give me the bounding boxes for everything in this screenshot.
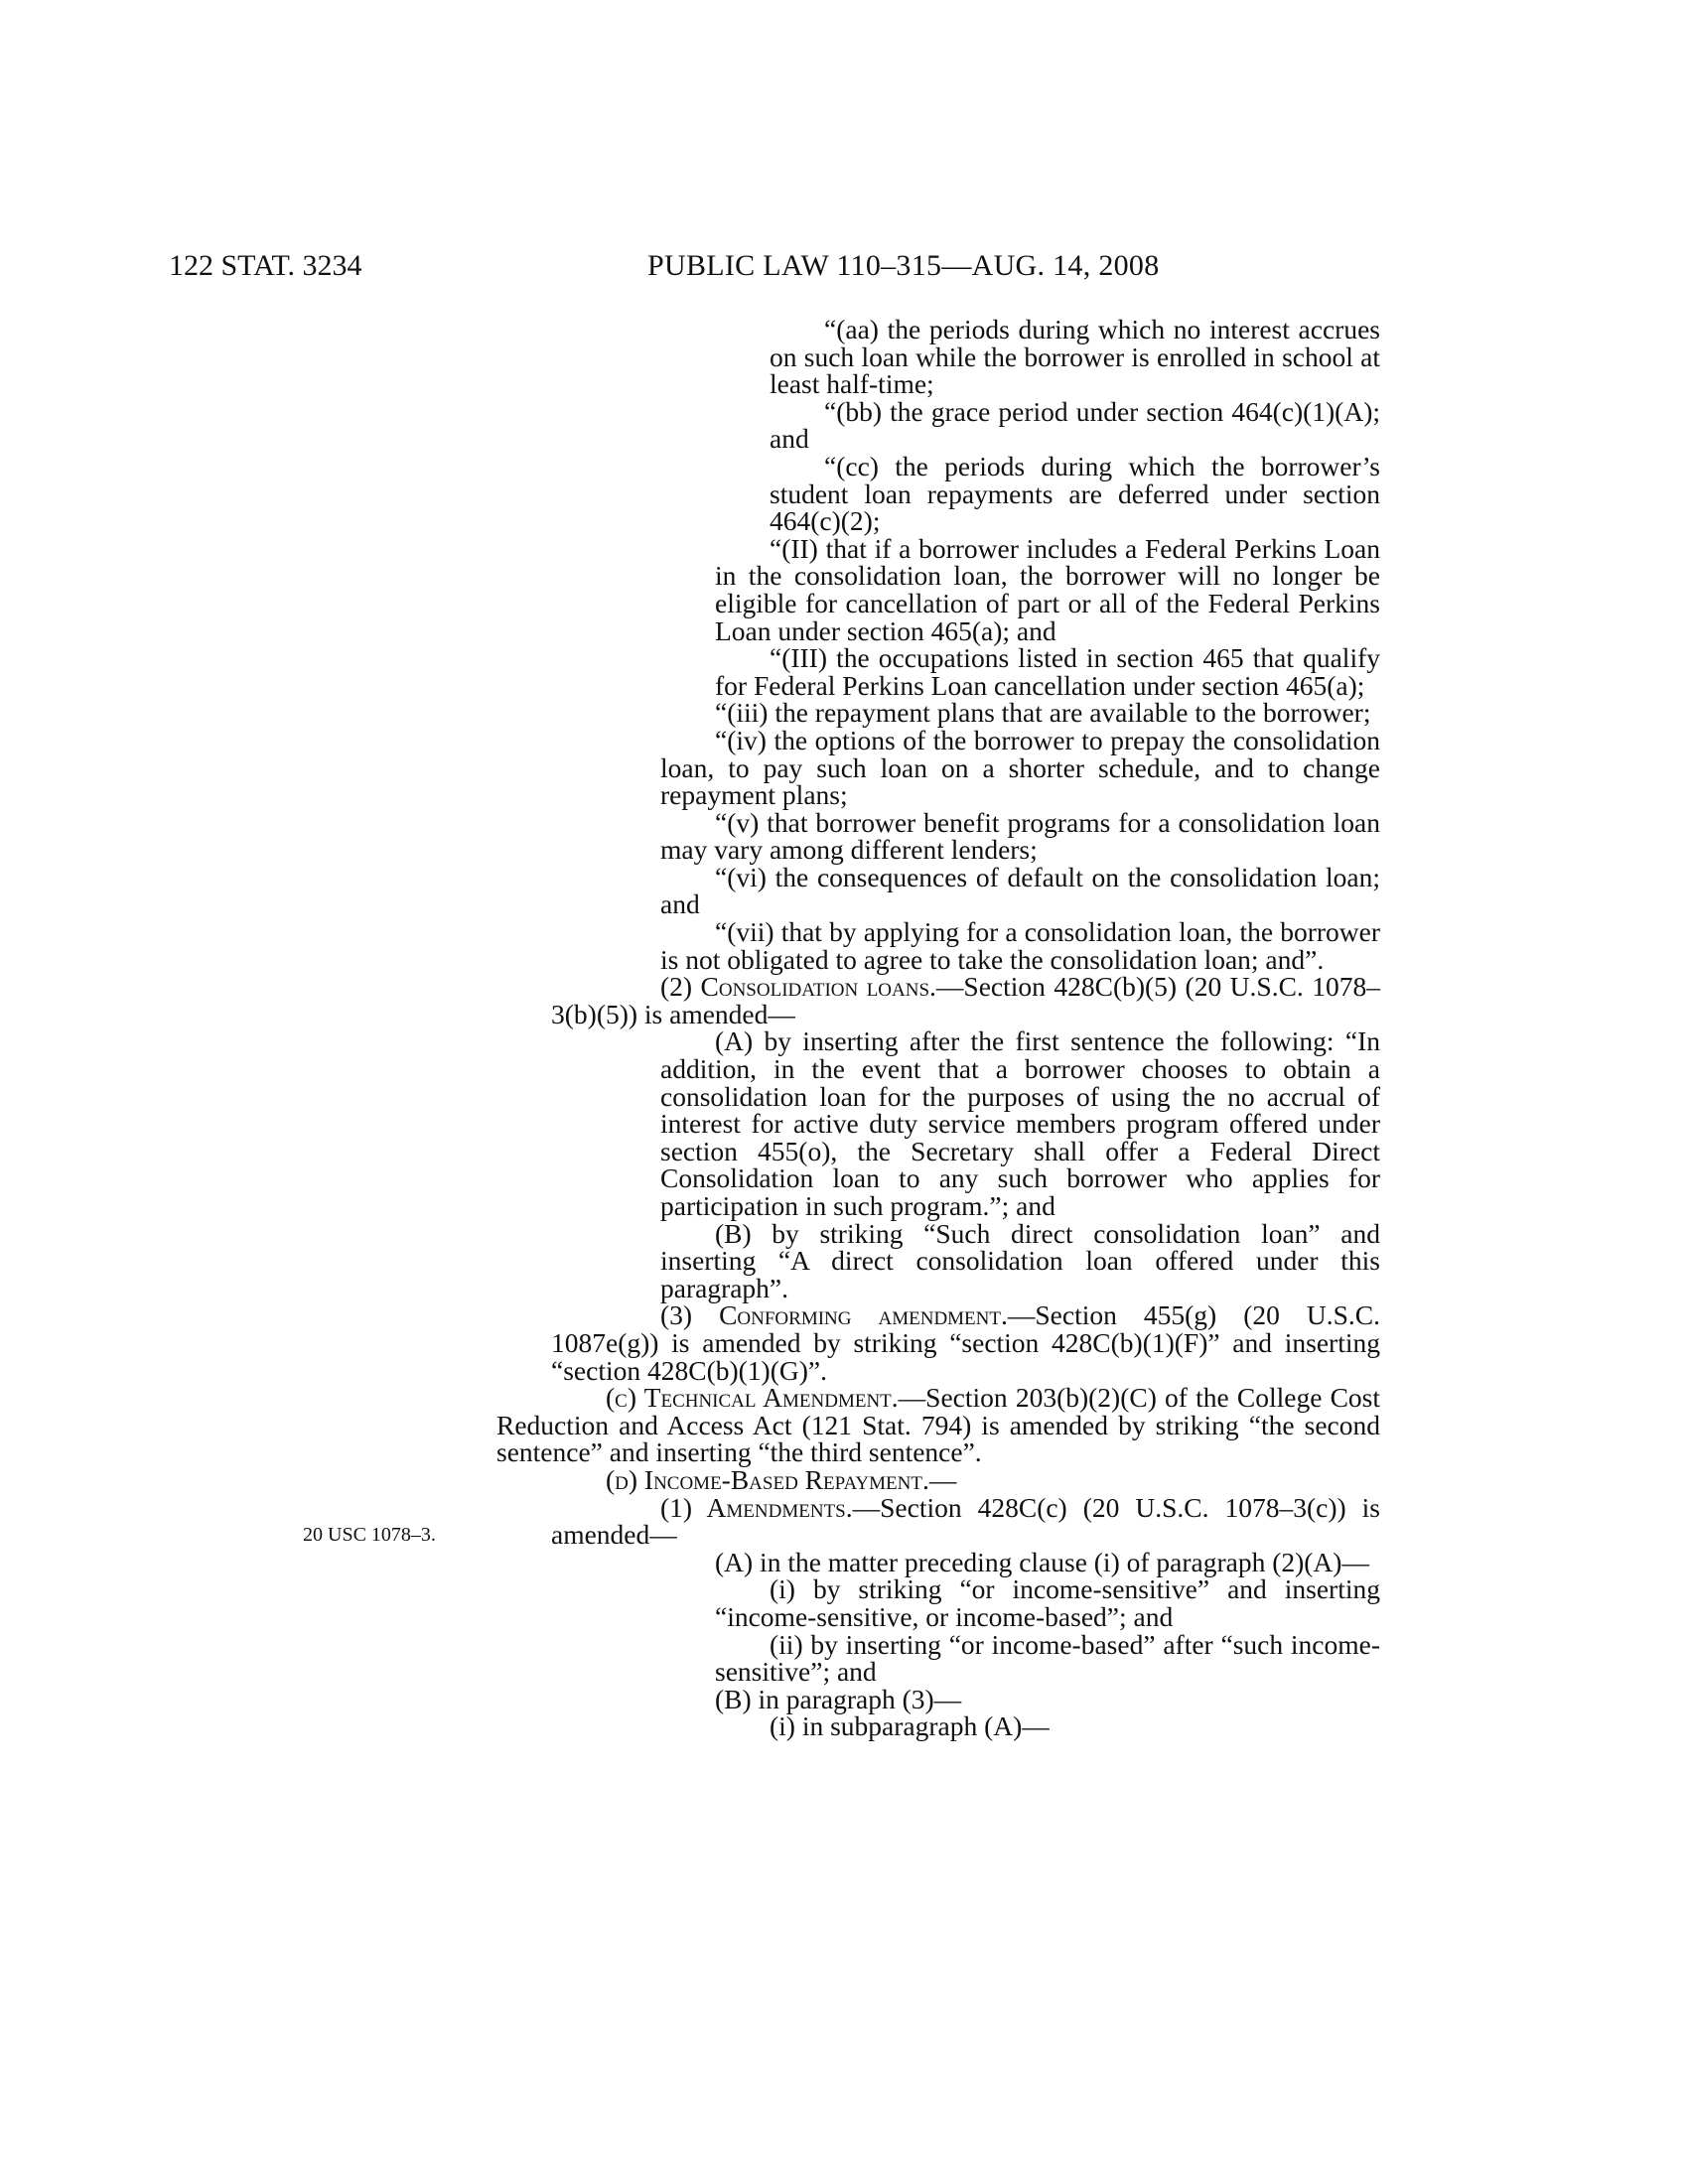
paragraph-text: “(vi) the consequences of default on the consolidation loan; and [660,861,1380,920]
paragraph-text: — [928,1463,957,1495]
paragraph-text: —Section 455(g) (20 U.S.C. 1087e(g)) is amended by striking “section 428C(b)(1)(F)” and inserting “section 428C(b)(1)(G)”. [551,1299,1380,1386]
text-paragraph [770,316,1380,398]
section-heading: (2) Consolidation loans. [660,971,936,1003]
text-paragraph [715,1712,1380,1740]
paragraph-text: “(iv) the options of the borrower to prepay the consolidation loan, to pay such loan on a shorter schedule, and to change repayment plans; [660,724,1380,811]
text-paragraph [660,918,1380,973]
page-stat-number: 122 STAT. 3234 [169,249,362,282]
paragraph-text: “(cc) the periods during which the borrower’s student loan repayments are deferred under section 464(c)(2); [770,450,1380,537]
paragraph-text: “(III) the occupations listed in section 465 that qualify for Federal Perkins Loan cancellation under section 465(a); [715,642,1380,701]
text-paragraph [660,699,1380,727]
text-paragraph [715,1628,1380,1688]
paragraph-text: “(bb) the grace period under section 464(c)(1)(A); and [770,395,1380,455]
text-paragraph [660,861,1380,920]
text-paragraph [660,1027,1380,1219]
text-paragraph [660,724,1380,811]
section-heading: (c) Technical Amendment. [606,1382,899,1414]
paragraph-text: “(v) that borrower benefit programs for a consolidation loan may vary among different lenders; [660,806,1380,866]
paragraph-text: —Section 428C(c) (20 U.S.C. 1078–3(c)) is amended— [551,1491,1380,1551]
text-paragraph [551,1491,1380,1551]
section-heading: (3) Conforming amendment. [660,1299,1008,1331]
text-paragraph [551,973,1380,1027]
section-heading: (1) Amendments. [660,1491,853,1523]
text-paragraph [660,806,1380,866]
text-paragraph [715,644,1380,699]
paragraph-text: (i) by striking “or income-sensitive” and inserting “income-sensitive, or income-based”; and [715,1573,1380,1632]
paragraph-text: “(iii) the repayment plans that are available to the borrower; [715,697,1371,729]
text-paragraph [660,1683,1380,1714]
text-paragraph [660,1217,1380,1303]
paragraph-text: (ii) by inserting “or income-based” after “such income-sensitive”; and [715,1628,1380,1688]
text-paragraph [770,450,1380,537]
paragraph-text: —Section 428C(b)(5) (20 U.S.C. 1078–3(b)(5)) is amended— [551,971,1380,1029]
paragraph-text: —Section 203(b)(2)(C) of the College Cost Reduction and Access Act (121 Stat. 794) is amended by striking “the second sentence” and inserting “the third sentence”. [496,1382,1381,1468]
text-paragraph [715,532,1380,646]
text-paragraph [551,1301,1380,1384]
margin-citation: 20 USC 1078–3. [303,1524,436,1546]
paragraph-text: (i) in subparagraph (A)— [770,1710,1050,1742]
text-paragraph [715,1575,1380,1630]
text-paragraph [496,1463,1380,1495]
document-body [496,316,1380,1740]
paragraph-text: (A) by inserting after the first sentence the following: “In addition, in the event that a borrower chooses to obtain a consolidation loan for the purposes of using the no accrual of interest for active duty service members program offered under section 455(o), the Secretary shall offer a Federal Direct Consolidation loan to any such borrower who applies for participation in such program.”; and [660,1025,1380,1221]
paragraph-text: “(II) that if a borrower includes a Federal Perkins Loan in the consolidation loan, the borrower will no longer be eligible for cancellation of part or all of the Federal Perkins Loan under section 465(a); and [715,532,1380,646]
public-law-header: PUBLIC LAW 110–315—AUG. 14, 2008 [647,249,1160,282]
text-paragraph [496,1384,1380,1466]
text-paragraph [770,395,1380,455]
paragraph-text: “(aa) the periods during which no interest accrues on such loan while the borrower is enrolled in school at least half-time; [770,314,1380,400]
section-heading: (d) Income-Based Repayment. [606,1463,929,1495]
paragraph-text: “(vii) that by applying for a consolidation loan, the borrower is not obligated to agree to take the consolidation loan; and”. [660,916,1380,975]
paragraph-text: (A) in the matter preceding clause (i) of paragraph (2)(A)— [715,1546,1369,1577]
text-paragraph [660,1546,1380,1577]
paragraph-text: (B) in paragraph (3)— [715,1683,962,1714]
paragraph-text: (B) by striking “Such direct consolidation loan” and inserting “A direct consolidation loan offered under this paragraph”. [660,1217,1380,1303]
